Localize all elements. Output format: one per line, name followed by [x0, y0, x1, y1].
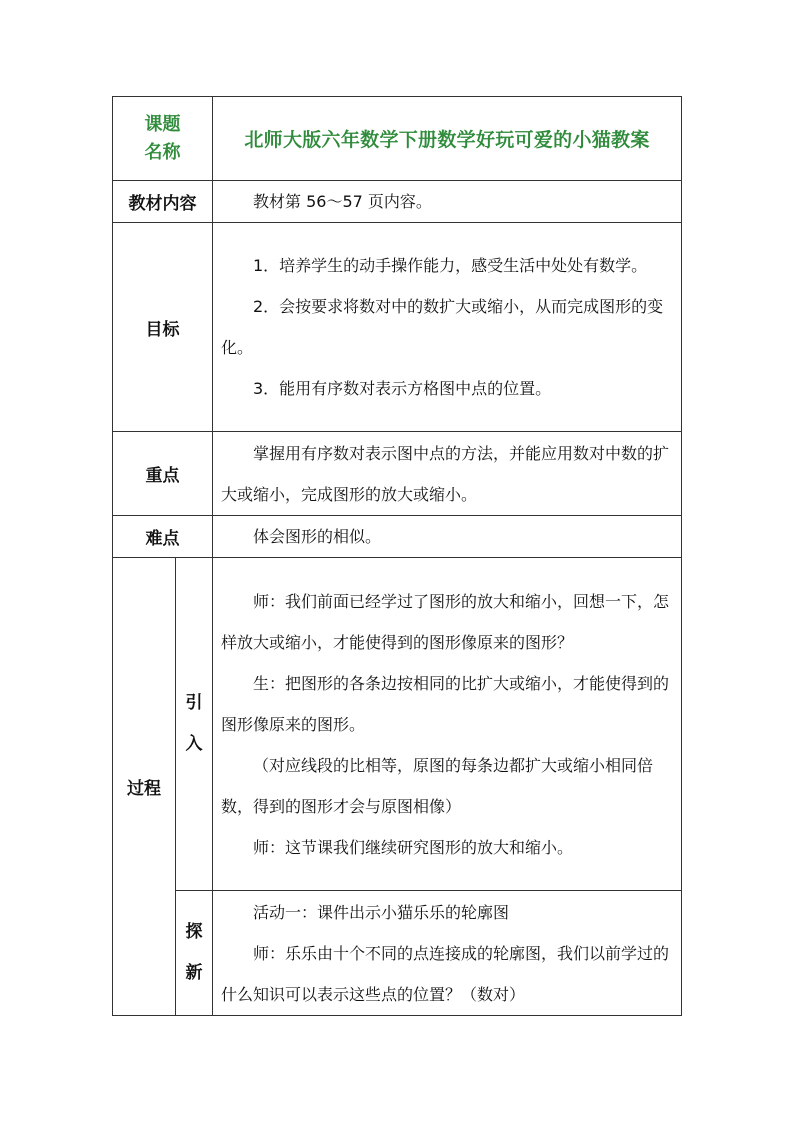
process-label: 过程: [113, 558, 176, 1016]
title-label-line-1: 课题: [144, 113, 181, 135]
intro-label-char-1: 引: [185, 693, 203, 713]
material-cell: [213, 181, 682, 223]
intro-row: [113, 558, 682, 891]
key-cell: [213, 432, 682, 516]
title-row: [113, 97, 682, 181]
explore-paragraph: 师：乐乐由十个不同的点连接成的轮廓图，我们以前学过的什么知识可以表示这些点的位置？（数对）: [221, 943, 670, 1004]
title-label-cell: [113, 97, 213, 181]
explore-cell: [213, 891, 682, 1016]
lesson-plan-table: [112, 96, 682, 1016]
intro-label-char-2: 入: [185, 734, 203, 754]
material-row: [113, 181, 682, 223]
explore-label-char-2: 新: [185, 963, 203, 983]
goal-item: 3．能用有序数对表示方格图中点的位置。: [253, 379, 552, 398]
explore-paragraph: 活动一：课件出示小猫乐乐的轮廓图: [253, 902, 510, 922]
goals-row: [113, 223, 682, 432]
intro-paragraph: （对应线段的比相等，原图的每条边都扩大或缩小相同倍数，得到的图形才会与原图相像）: [221, 755, 654, 816]
goal-item: 1．培养学生的动手操作能力，感受生活中处处有数学。: [253, 256, 648, 275]
intro-paragraph: 师：我们前面已经学过了图形的放大和缩小，回想一下，怎样放大或缩小，才能使得到的图形像原来的图形？: [221, 591, 670, 652]
material-label: 教材内容: [113, 181, 213, 223]
explore-label-cell: [176, 891, 213, 1016]
key-text: 掌握用有序数对表示图中点的方法，并能应用数对中数的扩大或缩小，完成图形的放大或缩小。: [221, 443, 670, 504]
intro-paragraph: 师：这节课我们继续研究图形的放大和缩小。: [253, 837, 574, 857]
material-text: 教材第 56～57 页内容。: [253, 192, 432, 211]
difficulty-label: 难点: [113, 516, 213, 558]
goal-item: 2．会按要求将数对中的数扩大或缩小，从而完成图形的变化。: [221, 297, 664, 357]
difficulty-row: [113, 516, 682, 558]
intro-paragraph: 生：把图形的各条边按相同的比扩大或缩小，才能使得到的图形像原来的图形。: [221, 673, 670, 734]
key-label: 重点: [113, 432, 213, 516]
goals-label: 目标: [113, 223, 213, 432]
intro-label-cell: [176, 558, 213, 891]
key-row: [113, 432, 682, 516]
lesson-title: 北师大版六年数学下册数学好玩可爱的小猫教案: [213, 97, 682, 181]
title-label-line-2: 名称: [144, 141, 181, 163]
intro-cell: [213, 558, 682, 891]
explore-label-char-1: 探: [185, 922, 203, 942]
difficulty-cell: [213, 516, 682, 558]
difficulty-text: 体会图形的相似。: [253, 527, 382, 546]
explore-row: [113, 891, 682, 1016]
goals-cell: [213, 223, 682, 432]
